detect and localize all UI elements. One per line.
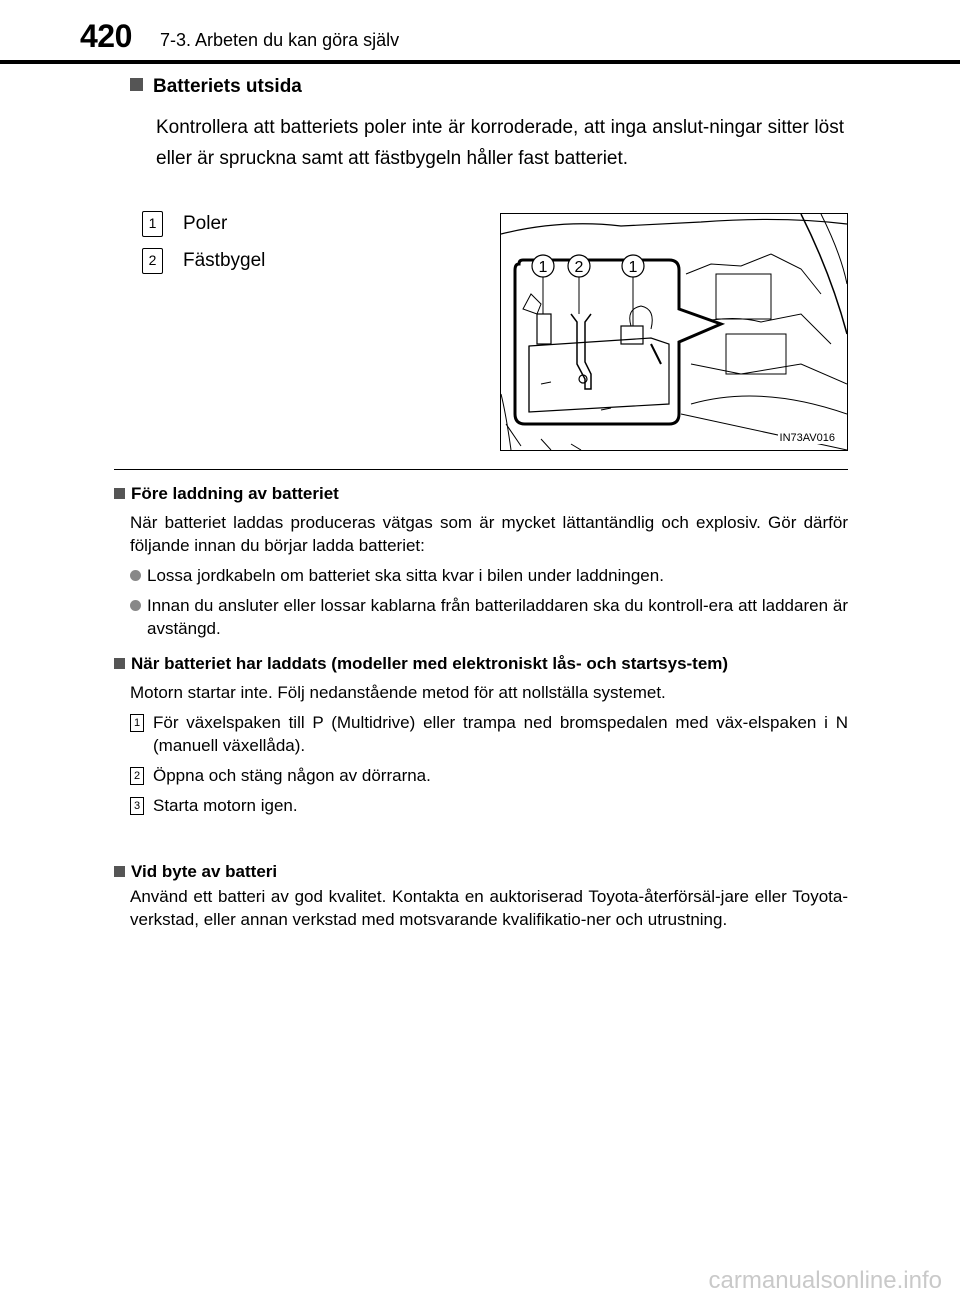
section-rule	[114, 469, 848, 470]
callout-1: 1	[538, 259, 548, 276]
note-body: Använd ett batteri av god kvalitet. Kontakta en auktoriserad Toyota-återförsäl-jare eller Toyota-verkstad, eller annan verkstad med motsvarande kvalifikatio-ner och utrustning.	[130, 887, 848, 929]
note-replacement	[114, 860, 848, 931]
note-body: När batteriet laddas produceras vätgas som är mycket lättantändlig och explosiv. Gör därför följande innan du börjar ladda batteriet:	[130, 513, 848, 555]
note-title	[114, 652, 848, 675]
battery-figure	[500, 213, 848, 451]
legend-number: 1	[142, 211, 163, 237]
step-item	[114, 764, 848, 787]
bullet-text: Lossa jordkabeln om batteriet ska sitta kvar i bilen under laddningen.	[147, 566, 664, 585]
list-item	[114, 564, 848, 587]
step-item	[114, 711, 848, 757]
step-text: Starta motorn igen.	[153, 796, 298, 815]
header-rule	[0, 60, 960, 64]
step-number: 3	[130, 797, 144, 815]
step-number: 2	[130, 767, 144, 785]
legend-label: Fästbygel	[183, 250, 266, 271]
note-title-text: När batteriet har laddats (modeller med elektroniskt lås- och startsys-tem)	[131, 654, 729, 673]
square-bullet-icon	[130, 78, 143, 91]
bullet-dot-icon	[130, 600, 141, 611]
note-body: Motorn startar inte. Följ nedanstående metod för att nollställa systemet.	[130, 683, 666, 702]
step-number: 1	[130, 714, 144, 732]
square-bullet-icon	[114, 488, 125, 499]
callout-2: 2	[574, 259, 584, 276]
section-title	[130, 76, 302, 98]
legend-item	[142, 205, 265, 242]
step-text: För växelspaken till P (Multidrive) eller trampa ned bromspedalen med väx-elspaken i N (manuell växellåda).	[153, 713, 848, 755]
section-title-text: Batteriets utsida	[153, 76, 302, 97]
step-item	[114, 794, 848, 817]
bullet-dot-icon	[130, 570, 141, 581]
legend-number: 2	[142, 248, 163, 274]
engine-bay-illustration	[501, 214, 847, 450]
figure-legend	[142, 205, 265, 279]
callout-1b: 1	[628, 259, 638, 276]
note-charging	[114, 482, 848, 640]
step-text: Öppna och stäng någon av dörrarna.	[153, 766, 431, 785]
note-title-text: Före laddning av batteriet	[131, 484, 339, 503]
section-intro: Kontrollera att batteriets poler inte är korroderade, att inga anslut-ningar sitter löst eller är spruckna samt att fästbygeln håller fast batteriet.	[156, 117, 844, 169]
bullet-text: Innan du ansluter eller lossar kablarna från batteriladdaren ska du kontroll-era att laddaren är avstängd.	[147, 596, 848, 638]
legend-label: Poler	[183, 213, 228, 234]
running-head: 7-3. Arbeten du kan göra själv	[160, 30, 400, 50]
square-bullet-icon	[114, 866, 125, 877]
legend-item	[142, 242, 265, 279]
note-after-charge	[114, 652, 848, 817]
page-number: 420	[80, 18, 132, 54]
square-bullet-icon	[114, 658, 125, 669]
watermark: carmanualsonline.info	[708, 1267, 942, 1294]
list-item	[114, 594, 848, 640]
note-title-text: Vid byte av batteri	[131, 862, 278, 881]
note-title	[114, 860, 848, 883]
figure-code: IN73AV016	[779, 432, 835, 444]
note-title	[114, 482, 848, 505]
